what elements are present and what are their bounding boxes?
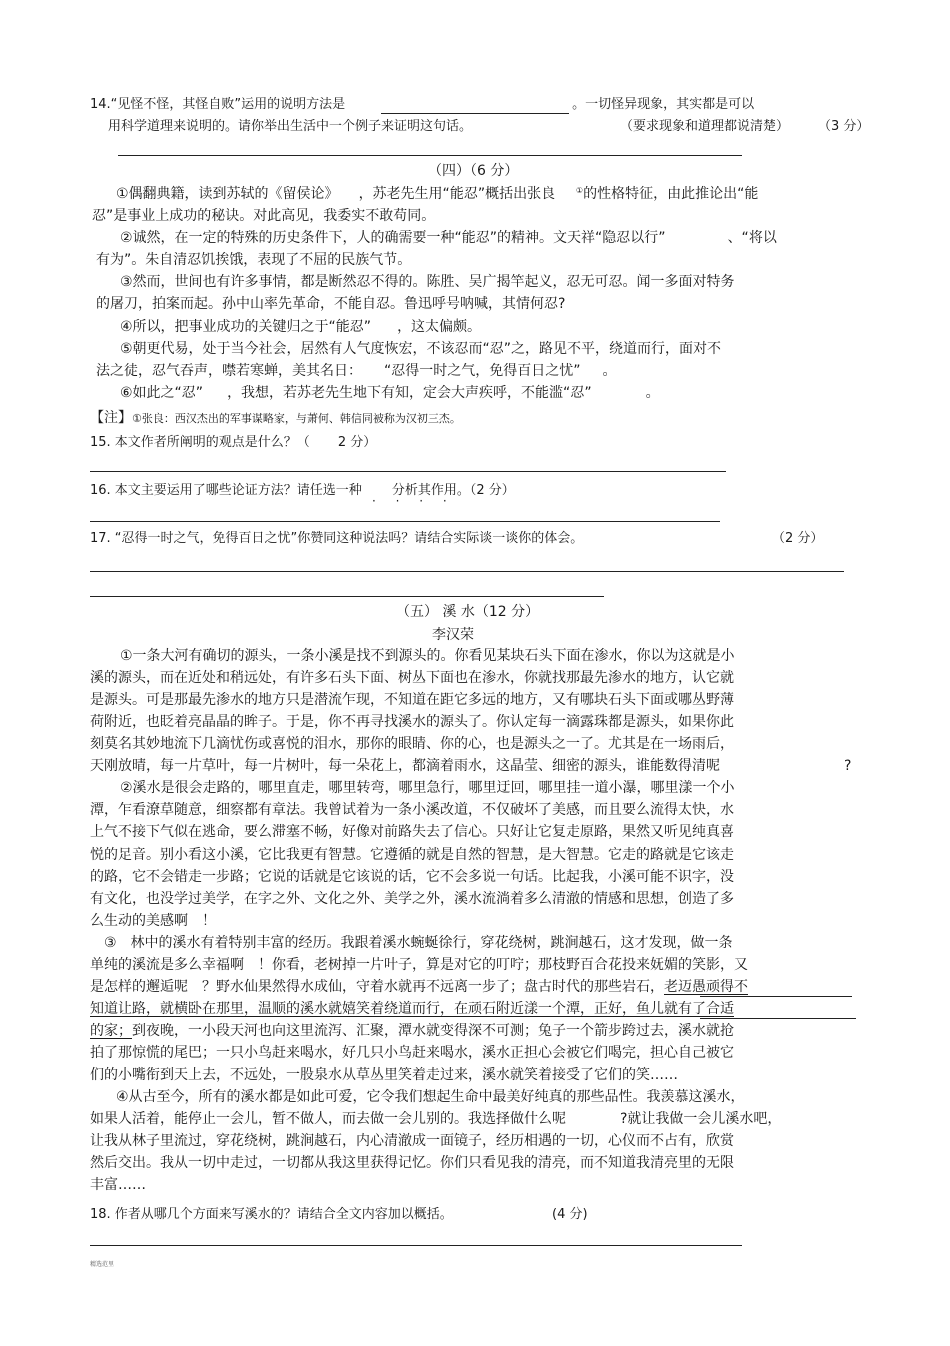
footer-text: 精选范里	[90, 1261, 115, 1268]
note-label: 【注】	[90, 410, 132, 426]
s5-p3-line7: 们的小嘴衔到天上去，不远处，一股泉水从草丛里笑着走过来，溪水就笑着接受了它们的笑……	[90, 1067, 678, 1083]
q17-points: （2 分）	[772, 531, 824, 546]
s5-p3-line5	[90, 1022, 734, 1040]
s4-p6-period: 。	[645, 385, 660, 401]
s5-p4-line2-text: 如果人活着，能停止一会儿，暂不做人，而去做一会儿别的。我选择做什么呢	[90, 1111, 566, 1127]
q18-points: (4 分)	[552, 1207, 588, 1222]
section4-title: （四）（6 分）	[428, 163, 519, 179]
s4-p2-text-a: ②诚然，在一定的特殊的历史条件下，人的确需要一种“能忍”的精神。文天祥“隐忍以行”	[120, 230, 666, 246]
q17-answer-line-1[interactable]	[90, 571, 844, 572]
s4-p1-text-c: 的性格特征，由此推论出“能	[583, 186, 759, 202]
author: 李汉荣	[432, 627, 474, 643]
underline-extension-1	[700, 996, 852, 997]
s4-para6	[120, 384, 660, 402]
s5-p2-line2: 潭，乍看潦草随意，细察都有章法。我曾试着为一条小溪改道，不仅破坏了美感，而且要么流得太快，水	[90, 802, 734, 818]
s5-p3-line3-text: 是怎样的邂逅呢 ？野水仙果然得水成仙，守着水就再不远离一步了；盘古时代的那些岩石，	[90, 979, 664, 995]
s5-p3-line1: ③ 林中的溪水有着特别丰富的经历。我跟着溪水蜿蜒徐行，穿花绕树，跳涧越石，这才发现，做一条	[104, 935, 733, 951]
s5-p1-line5: 刻莫名其妙地流下几滴忧伤或喜悦的泪水，那你的眼睛、你的心，也是源头之一了。尤其是在一场雨后，	[90, 736, 734, 752]
s5-p2-line1: ②溪水是很会走路的，哪里直走，哪里转弯，哪里急行，哪里迂回，哪里挂一道小瀑，哪里漾一个小	[120, 780, 735, 796]
s5-p1-line6: 天刚放晴，每一片草叶，每一片树叶，每一朵花上，都滴着雨水，这晶莹、细密的源头，谁能数得清呢	[90, 758, 720, 774]
s4-p6-text-b: ，我想，若苏老先生地下有知，定会大声疾呼，不能滥“忍”	[227, 385, 592, 401]
footnote-marker: ①	[575, 186, 584, 195]
s4-p5-period: 。	[602, 363, 617, 379]
emphasis-dots: · · · ·	[372, 494, 455, 508]
s4-p5-text-b: 法之徒，忍气吞声，噤若寒蝉，美其名日：	[96, 363, 362, 379]
s5-p1-question-mark: ?	[844, 758, 852, 774]
s5-p3-line5-text: 到夜晚，一小段天河也向这里流泻、汇聚，潭水就变得深不可测；兔子一个箭步跨过去，溪水就抢	[132, 1023, 734, 1039]
s4-p6-text-a: ⑥如此之“忍”	[120, 385, 204, 401]
s4-para3-line1: ③然而，世间也有许多事情，都是断然忍不得的。陈胜、吴广揭竿起义，忍无可忍。闻一多面对特务	[120, 274, 735, 290]
s5-p4-line3: 让我从林子里流过，穿花绕树，跳涧越石，内心清澈成一面镜子，经历相遇的一切，心仪而不占有，欣赏	[90, 1133, 734, 1149]
q15-prompt	[90, 434, 376, 452]
s5-p1-line4: 荷附近，也眨着亮晶晶的眸子。于是，你不再寻找溪水的源头了。你认定每一滴露珠都是源头，如果你此	[90, 714, 734, 730]
s4-p4-text-b: ，这太偏颇。	[397, 319, 482, 335]
s5-p2-line5: 的路，它不会错走一步路；它说的话就是它该说的话，它不会多说一句话。比起我，小溪可能不识字，没	[90, 869, 734, 885]
underlined-sentence-end: 的家；	[90, 1023, 132, 1039]
s5-p4-line2-tail: ?就让我做一会儿溪水吧，	[620, 1111, 782, 1127]
underlined-sentence-middle: 知道让路，就横卧在那里，温顺的溪水就嬉笑着绕道而行，在顽石附近漾一个潭，正好，鱼儿就有了合适	[90, 1001, 734, 1017]
s4-p1-text-a: ①偶翻典籍，读到苏轼的《留侯论》	[116, 186, 339, 202]
s4-para2-line1	[120, 229, 777, 247]
q14-requirement: （要求现象和道理都说清楚）	[620, 119, 790, 134]
q14-prompt-cont: 。一切怪异现象，其实都是可以	[572, 97, 755, 112]
s4-para2-line2: 有为”。朱自清忍饥挨饿，表现了不屈的民族气节。	[96, 252, 412, 268]
s5-p1-line2: 溪的源头，而在近处和稍远处，有许多石头下面、树丛下面也在渗水，你就找那最先渗水的地方，认它就	[90, 670, 734, 686]
q14-points: （3 分）	[818, 119, 870, 134]
s4-p4-text-a: ④所以，把事业成功的关键归之于“能忍”	[120, 319, 372, 335]
s4-p5-quote: “忍得一时之气，免得百日之忧”	[384, 363, 581, 379]
q17-answer-line-2[interactable]	[90, 596, 604, 597]
s4-p1-text-b: ，苏老先生用“能忍”概括出张良	[358, 186, 556, 202]
s5-p2-line4: 悦的足音。别小看这小溪，它比我更有智慧。它遵循的就是自然的智慧，是大智慧。它走的路就是它该走	[90, 847, 734, 863]
q16-answer-line[interactable]	[90, 521, 720, 522]
s4-para3-line2: 的屠刀，拍案而起。孙中山率先革命，不能自忍。鲁迅呼号呐喊，其情何忍?	[96, 296, 566, 312]
q14-answer-line[interactable]	[118, 155, 742, 156]
s5-p3-line6: 拍了那惊慌的尾巴；一只小鸟赶来喝水，好几只小鸟赶来喝水，溪水正担心会被它们喝完，担心自己被它	[90, 1045, 734, 1061]
s4-para5-line2	[96, 362, 617, 380]
s5-p2-line3: 上气不接下气似在逃命，要么滞塞不畅，好像对前路失去了信心。只好让它复走原路，果然又听见纯真喜	[90, 824, 734, 840]
s5-p4-line1: ④从古至今，所有的溪水都是如此可爱，它令我们想起生命中最美好纯真的那些品性。我羡慕这溪水，	[116, 1089, 745, 1105]
s5-p1-line3: 是源头。可是那最先渗水的地方只是潜流乍现，不知道在距它多远的地方，又有哪块石头下面或哪丛野薄	[90, 692, 734, 708]
underlined-sentence-start: 老迈愚顽得不	[664, 979, 748, 995]
q14-answer-blank[interactable]	[381, 99, 569, 114]
s4-para5-line1: ⑤朝更代易，处于当今社会，居然有人气度恢宏，不该忍而“忍”之，路见不平，绕道而行，面对不	[120, 341, 722, 357]
s5-p2-line6: 有文化，也没学过美学，在字之外、文化之外、美学之外，溪水流淌着多么清澈的情感和思想，创造了多	[90, 891, 734, 907]
s5-p1-line1: ①一条大河有确切的源头，一条小溪是找不到源头的。你看见某块石头下面在渗水，你以为这就是小	[120, 648, 735, 664]
q14-line2: 用科学道理来说明的。请你举出生活中一个例子来证明这句话。	[108, 119, 473, 134]
q14-line1	[90, 96, 754, 114]
q15-points: 2 分）	[337, 435, 377, 450]
q16-text: 16. 本文主要运用了哪些论证方法？请任选一种	[90, 483, 362, 498]
q14-prompt: 14.“见怪不怪，其怪自败”运用的说明方法是	[90, 97, 346, 112]
s5-p3-line2: 单纯的溪流是多么幸福啊 ！你看，老树掉一片叶子，算是对它的叮咛；那枝野百合花投来妩媚的笑影，又	[90, 957, 748, 973]
q18-prompt: 18. 作者从哪几个方面来写溪水的？请结合全文内容加以概括。	[90, 1207, 453, 1222]
s4-p2-text-b: 、“将以	[727, 230, 777, 246]
s5-p3-line3	[90, 978, 748, 996]
s5-p2-line7: 么生动的美感啊 ！	[90, 913, 216, 929]
s5-p4-line2	[90, 1110, 781, 1128]
s5-p4-line4: 然后交出。我从一切中走过，一切都从我这里获得记忆。你们只看见我的清亮，而不知道我清亮里的无限	[90, 1155, 734, 1171]
s5-p4-line5: 丰富……	[90, 1177, 146, 1193]
s4-para1-line1	[116, 185, 758, 203]
q17-prompt: 17. “忍得一时之气，免得百日之忧”你赞同这种说法吗？请结合实际谈一谈你的体会。	[90, 531, 584, 546]
s4-para4	[120, 318, 481, 336]
q18-answer-line[interactable]	[90, 1245, 742, 1246]
q15-text: 15. 本文作者所阐明的观点是什么？（	[90, 435, 310, 450]
section5-title: （五） 溪 水（12 分）	[396, 604, 540, 620]
s4-note	[90, 409, 461, 428]
q15-answer-line[interactable]	[90, 471, 726, 472]
note-text: ①张良：西汉杰出的军事谋略家，与萧何、韩信同被称为汉初三杰。	[132, 412, 461, 425]
underline-extension-2	[700, 1018, 856, 1019]
s4-para1-line2: 忍”是事业上成功的秘诀。对此高见，我委实不敢苟同。	[92, 208, 436, 224]
q16-tail: 分析其作用。（2 分）	[391, 483, 515, 498]
